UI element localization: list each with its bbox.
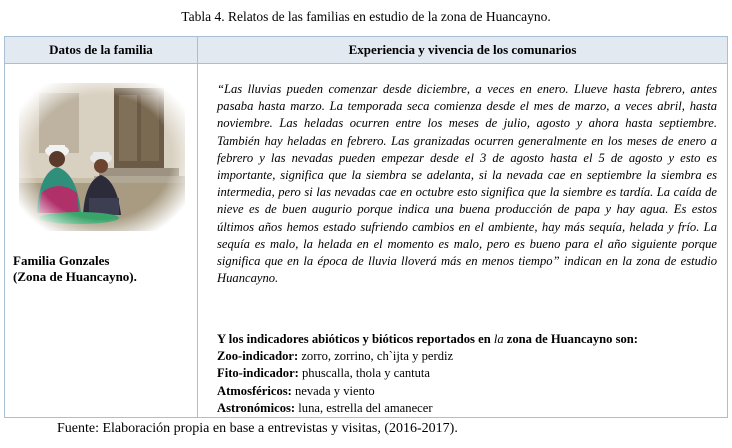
indicators-block [217,331,722,417]
zoo-indicator [217,348,722,365]
testimony-text: “Las lluvias pueden comenzar desde diciembre, a veces en enero. Llueve hasta febrero, antes pasaba hasta marzo. La temporada seca comienza desde el mes de marzo, a veces abril, hasta noviembre. Las heladas ocurren entre los meses de julio, agosto y ahora hasta septiembre. También hay heladas en febrero. Las granizadas ocurren generalmente en los meses de enero a febrero y las nevadas pueden empezar desde el 3 de agosto hasta el 5 de agosto y esto es importante, significa que la siembra se adelanta, si la nevada cae en septiembre la siembra es intermedia, pero si las nevadas cae en octubre esto significa que la siembre es tardía. La caída de nieve es de buen augurio porque indica una buena producción de papa y hay agua. Es estos últimos años hemos estado sufriendo cambios en el ambiente, hay más sequía, helada y frío. La sequía es malo, la helada en el momento es malo, pero es bueno para el año siguiente porque significa que en la época de lluvia lloverá más en menos tiempo” indican en la zona de estudio Huancayno. [217,82,717,286]
table-caption: Tabla 4. Relatos de las familias en estudio de la zona de Huancayno. [181,9,551,24]
fito-label: Fito-indicador: [217,366,299,381]
zoo-value: zorro, zorrino, ch`ijta y perdiz [298,349,454,364]
column-divider [197,37,198,417]
fito-indicator [217,365,722,382]
family-zone: (Zona de Huancayno). [13,269,137,284]
family-info [13,253,195,285]
intro-italic: la [493,332,504,346]
header-family-data: Datos de la familia [49,42,153,57]
family-photo [19,83,185,231]
source-note: Fuente: Elaboración propia en base a entrevistas y visitas, (2016-2017). [57,421,458,436]
atmos-indicator [217,383,722,400]
intro-text-end: zona de Huancayno son: [503,332,638,346]
indicators-intro [217,331,722,348]
family-name: Familia Gonzales [13,253,110,268]
astro-label: Astronómicos: [217,400,296,415]
header-experience: Experiencia y vivencia de los comunarios [348,42,577,57]
astro-value: luna, estrella del amanecer [295,400,433,415]
intro-text: Y los indicadores abióticos y bióticos reportados en [217,332,494,346]
table-header [5,37,727,64]
zoo-label: Zoo-indicador: [217,349,299,364]
astro-indicator [217,400,722,417]
stories-table [4,36,728,418]
atmos-value: nevada y viento [291,383,375,398]
fito-value: phuscalla, thola y cantuta [298,366,430,381]
atmos-label: Atmosféricos: [217,383,292,398]
